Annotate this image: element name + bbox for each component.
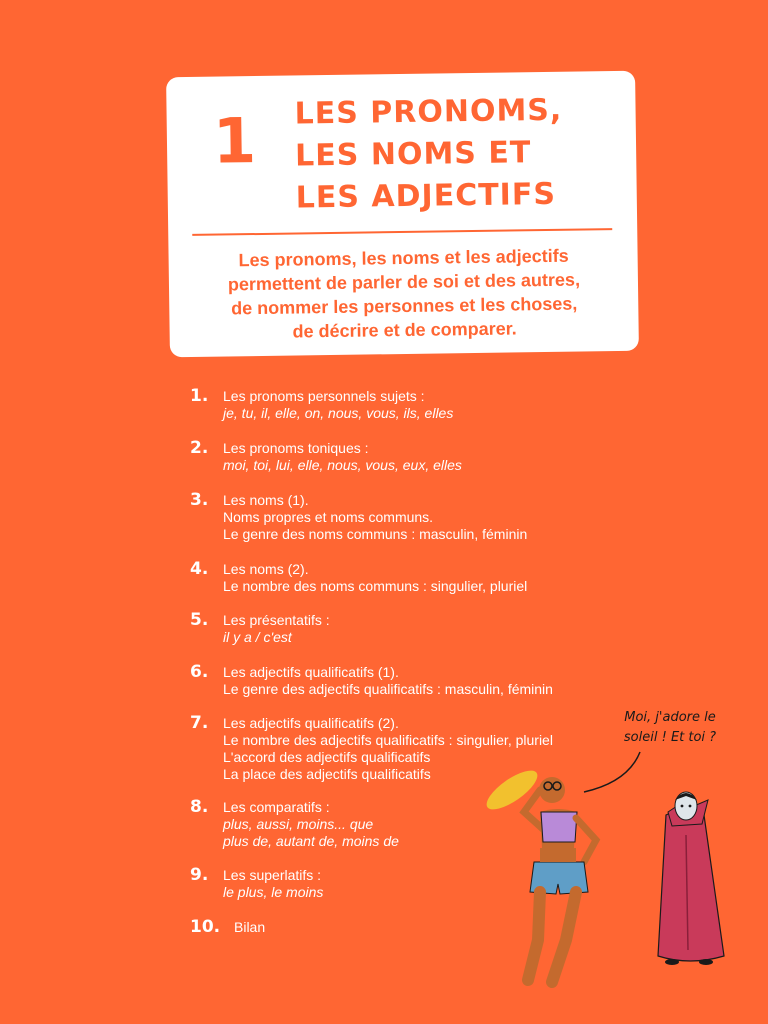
toc-item-number: 8. — [190, 797, 209, 817]
chapter-number: 1 — [212, 104, 257, 178]
toc-item-line: Les adjectifs qualificatifs (1). — [223, 664, 399, 680]
toc-item-line: Les noms (1). — [223, 492, 309, 508]
toc-item-line: Les pronoms personnels sujets : — [223, 388, 425, 404]
sunbather-woman-figure — [481, 764, 596, 982]
speech-bubble — [580, 708, 760, 748]
chapter-title-line: LES ADJECTIFS — [295, 176, 557, 216]
intro-line: permettent de parler de soi et des autres, — [227, 269, 581, 295]
toc-item-line: plus, aussi, moins... que — [223, 816, 374, 832]
toc-item-line: Le nombre des noms communs : singulier, pluriel — [223, 578, 528, 594]
toc-item-line: je, tu, il, elle, on, nous, vous, ils, elles — [223, 405, 454, 421]
toc-item-line: L'accord des adjectifs qualificatifs — [223, 749, 431, 765]
toc-item-number: 2. — [190, 438, 209, 458]
chapter-title-line: LES PRONOMS, — [294, 92, 563, 132]
toc-item-line: Les présentatifs : — [223, 612, 330, 628]
toc-item-number: 5. — [190, 610, 209, 630]
toc-item-number: 10. — [190, 917, 221, 937]
speech-pointer — [584, 752, 640, 792]
toc-item-line: Le genre des noms communs : masculin, féminin — [223, 526, 528, 542]
toc-item-line: La place des adjectifs qualificatifs — [223, 766, 431, 782]
toc-item-line: Noms propres et noms communs. — [223, 509, 434, 525]
toc-item-line: Le nombre des adjectifs qualificatifs : singulier, pluriel — [223, 732, 553, 748]
toc-item-number: 7. — [190, 713, 209, 733]
intro-line: Les pronoms, les noms et les adjectifs — [238, 245, 569, 271]
toc-item-number: 4. — [190, 559, 209, 579]
toc-item-line: Les comparatifs : — [223, 799, 330, 815]
speech-line: soleil ! Et toi ? — [623, 730, 717, 745]
toc-item-number: 6. — [190, 662, 209, 682]
toc-item-number: 3. — [190, 490, 209, 510]
toc-item-line: Les noms (2). — [223, 561, 309, 577]
toc-item-line: il y a / c'est — [223, 629, 292, 645]
vampire-figure — [658, 792, 724, 965]
speech-line: Moi, j'adore le — [624, 710, 716, 725]
toc-item-line: Les adjectifs qualificatifs (2). — [223, 715, 399, 731]
toc-item-line: Les pronoms toniques : — [223, 440, 369, 456]
toc-item-line: Le genre des adjectifs qualificatifs : masculin, féminin — [223, 681, 553, 697]
intro-line: de décrire et de comparer. — [292, 318, 517, 342]
toc-item-line: le plus, le moins — [223, 884, 324, 900]
toc-item-line: Les superlatifs : — [223, 867, 322, 883]
toc-item-number: 9. — [190, 865, 209, 885]
toc-item-line: plus de, autant de, moins de — [223, 833, 399, 849]
sun-hat-icon — [481, 764, 543, 816]
intro-line: de nommer les personnes et les choses, — [231, 293, 578, 319]
chapter-title-line: LES NOMS ET — [294, 135, 532, 174]
toc-item-line: Bilan — [234, 919, 266, 935]
toc-item-number: 1. — [190, 386, 209, 406]
toc-item-line: moi, toi, lui, elle, nous, vous, eux, elles — [223, 457, 462, 473]
